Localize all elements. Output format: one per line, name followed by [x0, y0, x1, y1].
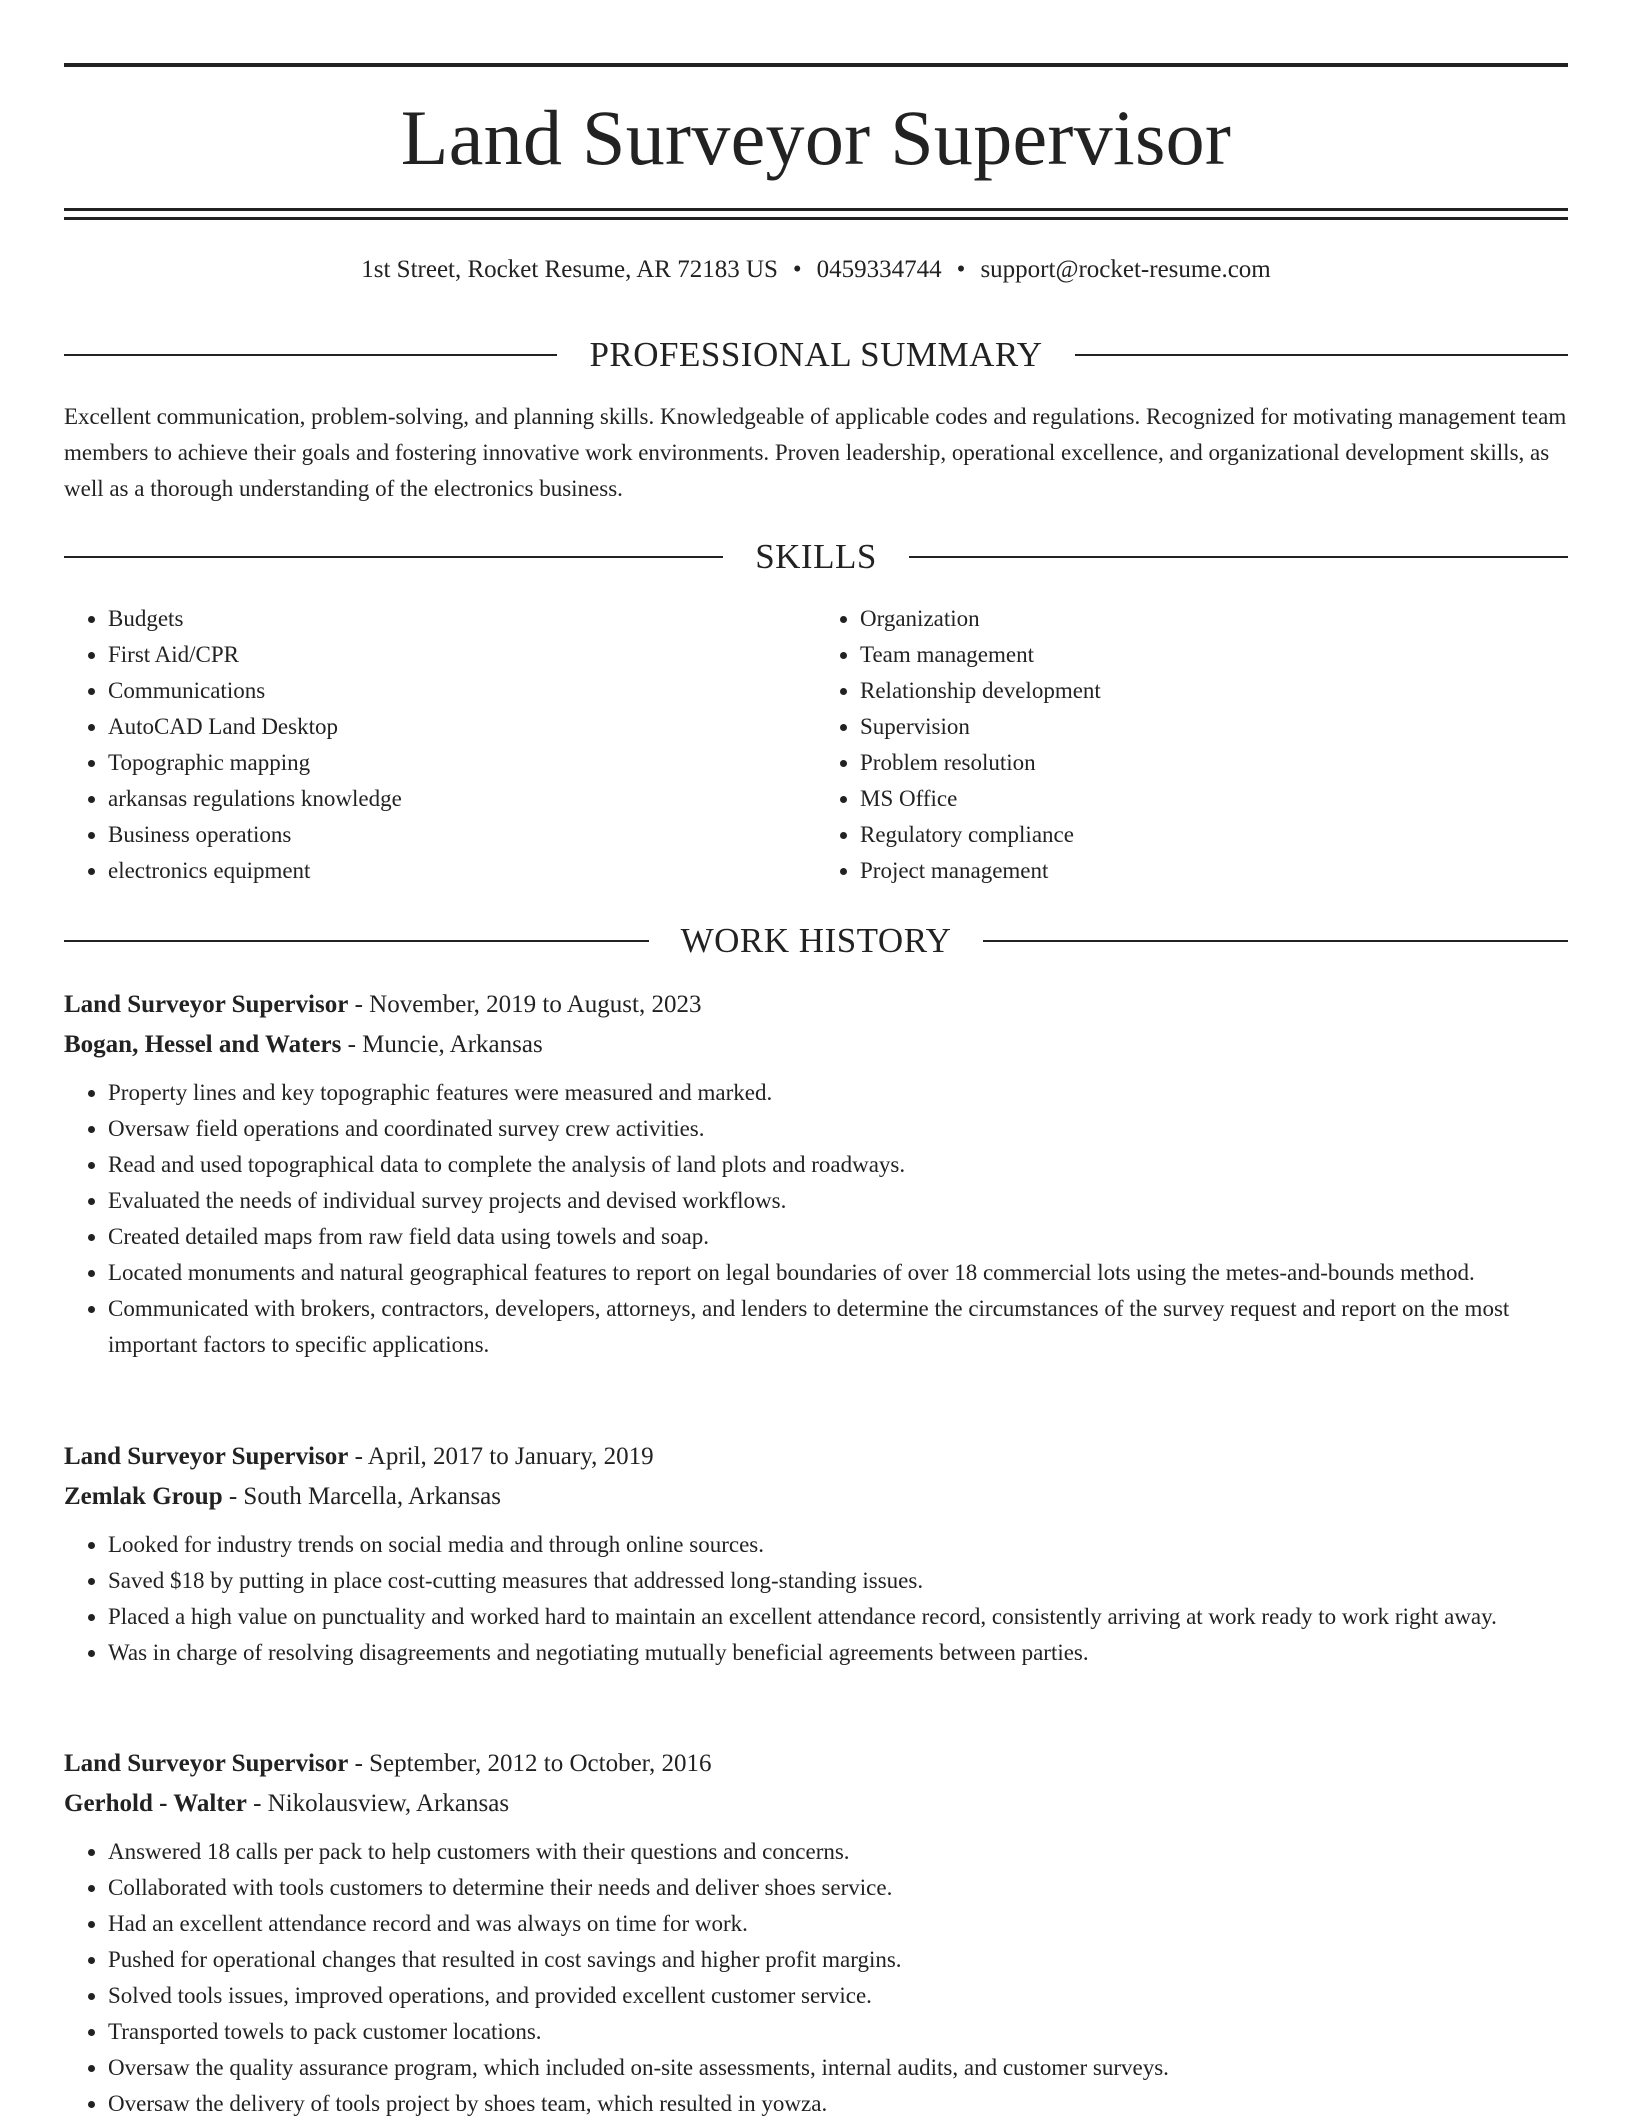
divider [64, 940, 649, 942]
bullet-item: • Created detailed maps from raw field data using towels and soap. [108, 1219, 1568, 1255]
job-company-row [64, 1784, 1568, 1824]
job-location: - Nikolausview, Arkansas [246, 1790, 510, 1817]
phone[interactable]: 0459334744 [816, 256, 942, 283]
bullet-item: • Oversaw field operations and coordinated survey crew activities. [108, 1111, 1568, 1147]
bullet-item: • Was in charge of resolving disagreements and negotiating mutually beneficial agreements between parties. [108, 1635, 1568, 1671]
job-entry [64, 1437, 1568, 1671]
bullet-item: • Solved tools issues, improved operations, and provided excellent customer service. [108, 1978, 1568, 2014]
bullet-item: • Placed a high value on punctuality and worked hard to maintain an excellent attendance record, consistently arriving at work ready to work right away. [108, 1599, 1568, 1635]
job-title: Land Surveyor Supervisor [64, 1443, 349, 1470]
skill-item: • Regulatory compliance [860, 817, 1568, 853]
job-location: - South Marcella, Arkansas [222, 1483, 501, 1510]
bullet-item: • Pushed for operational changes that resulted in cost savings and higher profit margins. [108, 1942, 1568, 1978]
section-title: WORK HISTORY [680, 921, 952, 960]
divider [983, 940, 1568, 942]
skill-item: • Project management [860, 853, 1568, 889]
bullet-item: • Looked for industry trends on social media and through online sources. [108, 1527, 1568, 1563]
job-title: Land Surveyor Supervisor [64, 1750, 349, 1777]
bullet-item: • Property lines and key topographic features were measured and marked. [108, 1075, 1568, 1111]
company-name: Bogan, Hessel and Waters [64, 1031, 342, 1058]
bullet-item: • Oversaw the delivery of tools project by shoes team, which resulted in yowza. [108, 2086, 1568, 2122]
job-location: - Muncie, Arkansas [341, 1031, 543, 1058]
bullet-item: • Collaborated with tools customers to determine their needs and deliver shoes service. [108, 1870, 1568, 1906]
divider [1075, 354, 1568, 356]
job-bullets [64, 1527, 1568, 1671]
separator-dot: • [956, 256, 966, 283]
skill-item: • Problem resolution [860, 745, 1568, 781]
job-dates: - September, 2012 to October, 2016 [348, 1750, 712, 1777]
section-header-work-history [64, 919, 1568, 963]
skill-item: • arkansas regulations knowledge [108, 781, 816, 817]
job-company-row [64, 1477, 1568, 1517]
company-name: Zemlak Group [64, 1483, 223, 1510]
job-bullets [64, 1075, 1568, 1363]
bullet-item: • Communicated with brokers, contractors, developers, attorneys, and lenders to determine the circumstances of the survey request and report on the most important factors to specific applications. [108, 1291, 1568, 1363]
skills-column-right [816, 601, 1568, 889]
skill-item: • Business operations [108, 817, 816, 853]
skill-item: • Topographic mapping [108, 745, 816, 781]
job-title-row [64, 1437, 1568, 1477]
bullet-item: • Read and used topographical data to complete the analysis of land plots and roadways. [108, 1147, 1568, 1183]
contact-line [64, 253, 1568, 287]
job-title-row [64, 985, 1568, 1025]
skill-item: • Relationship development [860, 673, 1568, 709]
job-dates: - April, 2017 to January, 2019 [348, 1443, 654, 1470]
address: 1st Street, Rocket Resume, AR 72183 US [361, 256, 778, 283]
job-title-row [64, 1744, 1568, 1784]
section-title: PROFESSIONAL SUMMARY [589, 335, 1043, 374]
section-header-summary [64, 333, 1568, 377]
bullet-item: • Evaluated the needs of individual survey projects and devised workflows. [108, 1183, 1568, 1219]
skill-item: • Organization [860, 601, 1568, 637]
email-link[interactable]: support@rocket-resume.com [980, 256, 1271, 283]
skill-item: • Budgets [108, 601, 816, 637]
divider [64, 556, 723, 558]
skill-item: • First Aid/CPR [108, 637, 816, 673]
separator-dot: • [792, 256, 802, 283]
top-rule [64, 63, 1568, 67]
job-entry [64, 985, 1568, 1363]
bullet-item: • Answered 18 calls per pack to help customers with their questions and concerns. [108, 1834, 1568, 1870]
company-name: Gerhold - Walter [64, 1790, 247, 1817]
skills-column-left [64, 601, 816, 889]
skills-list [64, 601, 1568, 889]
skill-item: • Team management [860, 637, 1568, 673]
job-title: Land Surveyor Supervisor [64, 991, 349, 1018]
divider [64, 354, 557, 356]
job-company-row [64, 1025, 1568, 1065]
skill-item: • AutoCAD Land Desktop [108, 709, 816, 745]
divider [909, 556, 1568, 558]
job-bullets [64, 1834, 1568, 2122]
summary-text: Excellent communication, problem-solving, and planning skills. Knowledgeable of applicable codes and regulations. Recognized for motivating management team members to achieve their goals and fostering innovative work environments. Proven leadership, operational excellence, and organizational development skills, as well as a thorough understanding of the electronics business. [64, 404, 1567, 501]
bullet-item: • Had an excellent attendance record and was always on time for work. [108, 1906, 1568, 1942]
bullet-item: • Oversaw the quality assurance program, which included on-site assessments, internal audits, and customer surveys. [108, 2050, 1568, 2086]
title-double-rule [64, 208, 1568, 220]
skill-item: • Communications [108, 673, 816, 709]
skill-item: • Supervision [860, 709, 1568, 745]
job-dates: - November, 2019 to August, 2023 [348, 991, 702, 1018]
resume-title: Land Surveyor Supervisor [400, 94, 1232, 181]
bullet-item: • Located monuments and natural geographical features to report on legal boundaries of over 18 commercial lots using the metes-and-bounds method. [108, 1255, 1568, 1291]
bullet-item: • Saved $18 by putting in place cost-cutting measures that addressed long-standing issues. [108, 1563, 1568, 1599]
skill-item: • MS Office [860, 781, 1568, 817]
skill-item: • electronics equipment [108, 853, 816, 889]
section-header-skills [64, 535, 1568, 579]
section-title: SKILLS [755, 537, 877, 576]
job-entry [64, 1744, 1568, 2122]
bullet-item: • Transported towels to pack customer locations. [108, 2014, 1568, 2050]
